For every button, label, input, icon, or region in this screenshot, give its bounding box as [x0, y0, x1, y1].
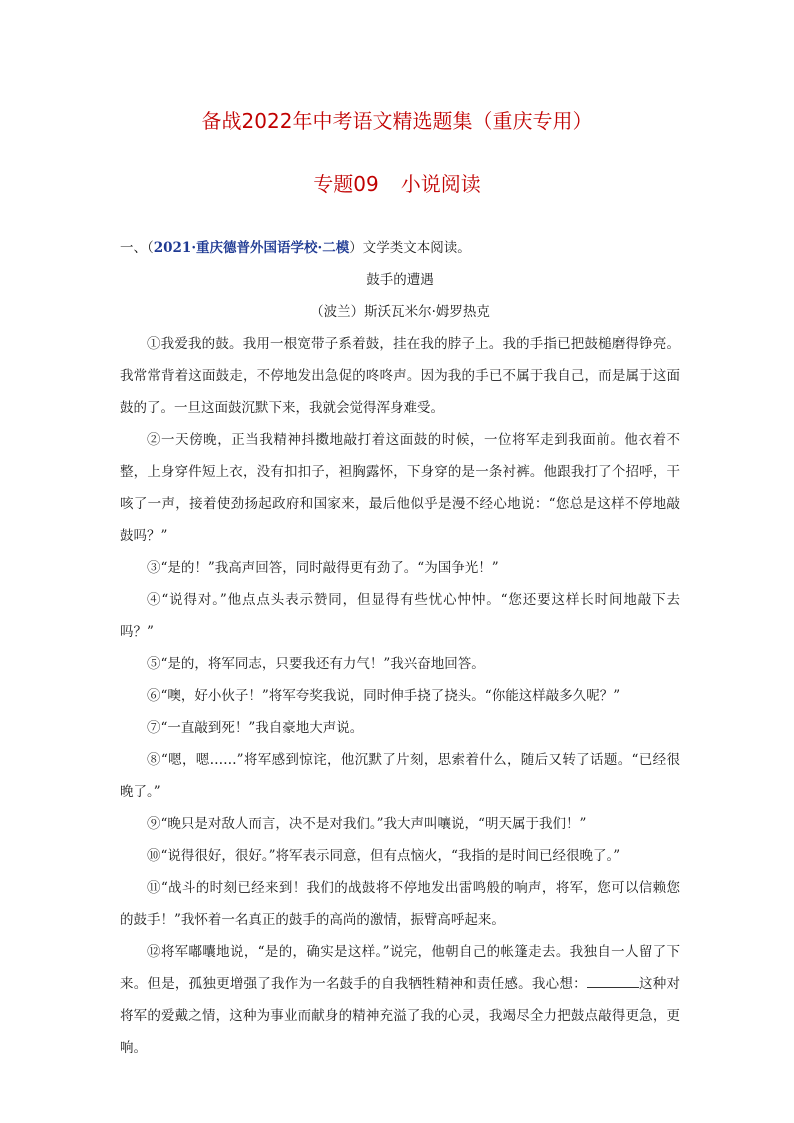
- paragraph-5: ⑤“是的，将军同志，只要我还有力气！”我兴奋地回答。: [147, 656, 485, 672]
- topic-title: [0, 168, 794, 197]
- question-source: 2021·重庆德普外国语学校·二模: [153, 240, 350, 256]
- paragraph-12-tail: 这种对将军的爱戴之情，这种为事业而献身的精神充溢了我的心灵，我竭尽全力把鼓点敲得更急，更响。: [120, 976, 681, 1056]
- paragraph-10: ⑩“说得很好，很好。”将军表示同意，但有点恼火，“我指的是时间已经很晚了。”: [147, 848, 621, 864]
- paragraph-3: ③“是的！”我高声回答，同时敲得更有劲了。“为国争光！”: [147, 560, 499, 576]
- paragraph-6: ⑥“噢，好小伙子！”将军夸奖我说，同时伸手挠了挠头。“你能这样敲多久呢？”: [147, 688, 621, 704]
- paragraph-11: ⑪“战斗的时刻已经来到！我们的战鼓将不停地发出雷鸣般的响声，将军，您可以信赖您的鼓手！”我怀着一名真正的鼓手的高尚的激情，振臂高呼起来。: [120, 880, 680, 928]
- paragraph-2: ②一天傍晚，正当我精神抖擞地敲打着这面鼓的时候，一位将军走到我面前。他衣着不整，上身穿件短上衣，没有扣扣子，袒胸露怀，下身穿的是一条衬裤。他跟我打了个招呼，干咳了一声，接着使劲扬起政府和国家来，最后他似乎是漫不经心地说：“您总是这样不停地敲鼓吗？”: [120, 432, 680, 544]
- question-suffix: ）文学类文本阅读。: [349, 240, 471, 256]
- paragraph-12-text: ⑫将军嘟囔地说，“是的，确实是这样。”说完，他朝自己的帐篷走去。我独自一人留了下来。但是，孤独更增强了我作为一名鼓手的自我牺牲精神和责任感。我心想：: [120, 944, 680, 992]
- question-heading: [120, 232, 680, 264]
- story-author: （波兰）斯沃瓦米尔·姆罗热克: [310, 304, 490, 320]
- question-prefix: 一、（: [120, 240, 154, 256]
- story-title: 鼓手的遭遇: [366, 272, 434, 288]
- paragraph-12: [120, 936, 680, 1064]
- paragraph-4: ④“说得对。”他点点头表示赞同，但显得有些忧心忡忡。“您还要这样长时间地敲下去吗？”: [120, 592, 680, 640]
- document-title: 备战2022年中考语文精选题集（重庆专用）: [201, 109, 593, 133]
- paragraph-1: ①我爱我的鼓。我用一根宽带子系着鼓，挂在我的脖子上。我的手指已把鼓槌磨得铮亮。我常常背着这面鼓走，不停地发出急促的咚咚声。因为我的手已不属于我自己，而是属于这面鼓的了。一旦这面鼓沉默下来，我就会觉得浑身难受。: [120, 336, 680, 416]
- topic-name: 小说阅读: [400, 172, 481, 196]
- topic-number: 专题09: [313, 172, 379, 196]
- paragraph-7: ⑦“一直敲到死！”我自豪地大声说。: [147, 720, 364, 736]
- answer-blank[interactable]: [587, 973, 639, 988]
- paragraph-8: ⑧“嗯，嗯……”将军感到惊诧，他沉默了片刻，思索着什么，随后又转了话题。“已经很晚了。”: [120, 752, 680, 800]
- paragraph-9: ⑨“晚只是对敌人而言，决不是对我们。”我大声叫嚷说，“明天属于我们！”: [147, 816, 587, 832]
- reading-body: [120, 232, 680, 1064]
